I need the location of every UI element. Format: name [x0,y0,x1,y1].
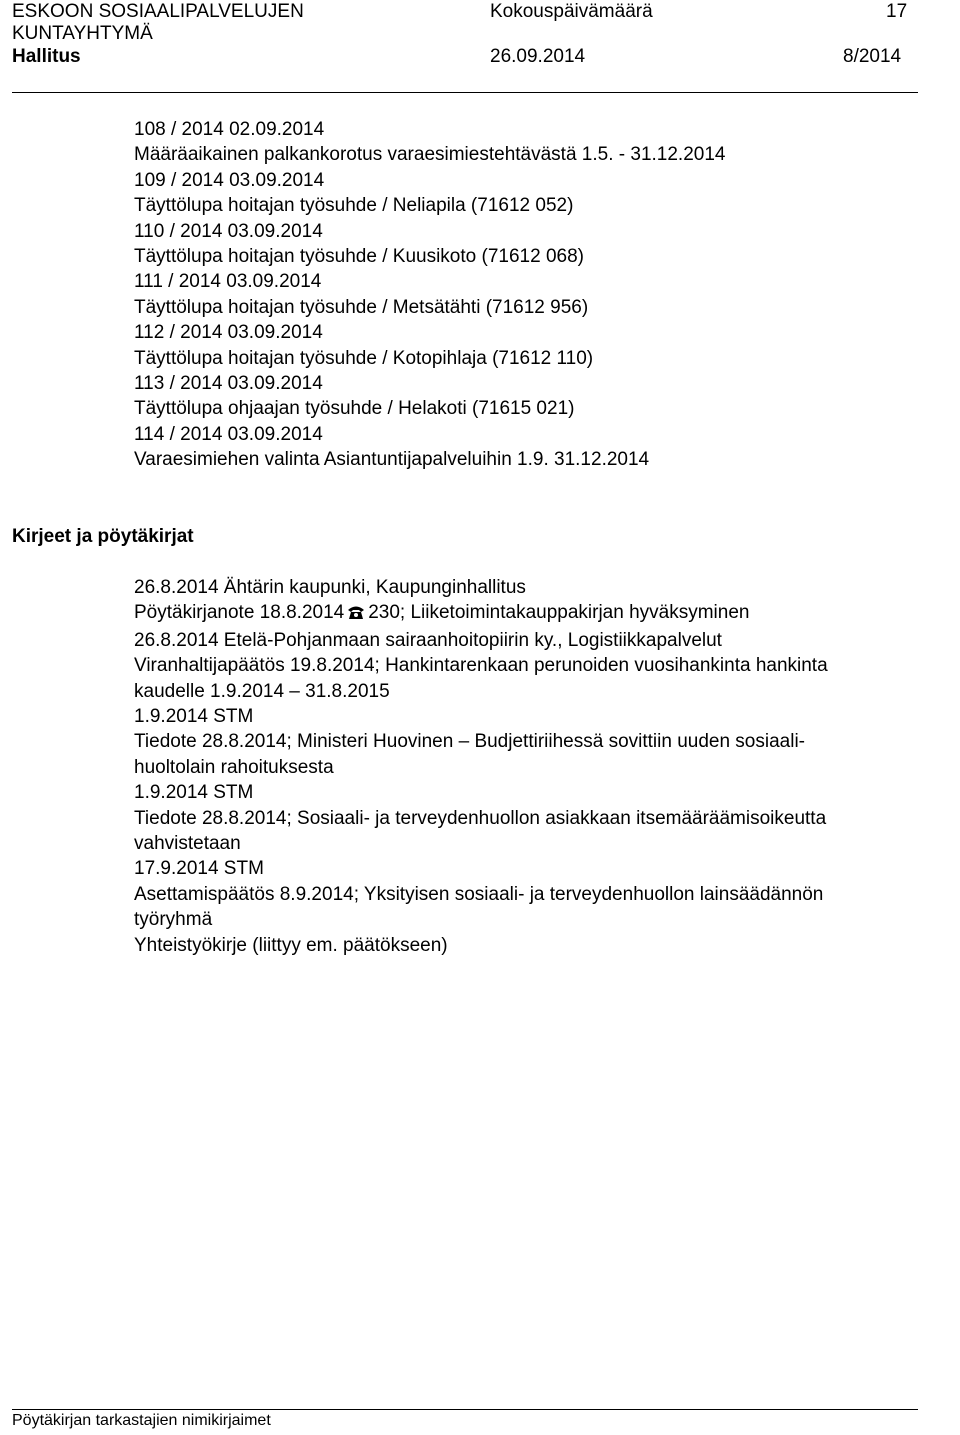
decision-item [134,269,934,320]
letter-line: 26.8.2014 Etelä-Pohjanmaan sairaanhoitopiirin ky., Logistiikkapalvelut [134,629,722,651]
decision-ref: 112 / 2014 03.09.2014 [134,322,323,344]
letter-line: Viranhaltijapäätös 19.8.2014; Hankintarenkaan perunoiden vuosihankinta hankinta [134,655,828,677]
letter-line: kaudelle 1.9.2014 – 31.8.2015 [134,680,390,702]
letter-text: Pöytäkirjanote 18.8.2014 [134,602,345,624]
letter-line: vahvistetaan [134,833,241,855]
decision-title: Täyttölupa hoitajan työsuhde / Kotopihlaja (71612 110) [134,347,594,369]
letter-line: työryhmä [134,909,213,931]
decision-title: Täyttölupa hoitajan työsuhde / Metsätähti (71612 956) [134,296,589,318]
decisions-list [134,117,934,473]
decision-title: Täyttölupa hoitajan työsuhde / Neliapila (71612 052) [134,195,574,217]
page-number: 17 [886,1,908,22]
letter-line: 26.8.2014 Ähtärin kaupunki, Kaupunginhallitus [134,577,526,598]
letter-line: 17.9.2014 STM [134,858,264,880]
signature-label: Pöytäkirjan tarkastajien nimikirjaimet [12,1412,271,1429]
decision-title: Määräaikainen palkankorotus varaesimiestehtävästä 1.5. - 31.12.2014 [134,144,726,166]
decision-ref: 110 / 2014 03.09.2014 [134,220,323,242]
decision-ref: 113 / 2014 03.09.2014 [134,373,323,395]
telephone-icon [347,602,365,627]
letter-text: 230; Liiketoimintakauppakirjan hyväksyminen [368,602,750,624]
body-name: Hallitus [12,46,81,67]
letters-list [134,575,934,958]
letter-line: Asettamispäätös 8.9.2014; Yksityisen sosiaali- ja terveydenhuollon lainsäädännön [134,883,824,905]
decision-item [134,371,934,422]
decision-item [134,422,934,473]
decision-item [134,219,934,270]
organization-name-line2: KUNTAYHTYMÄ [12,23,153,44]
decision-title: Varaesimiehen valinta Asiantuntijapalveluihin 1.9. 31.12.2014 [134,449,650,471]
decision-ref: 109 / 2014 03.09.2014 [134,169,325,191]
letter-line [134,600,934,627]
letter-line: Tiedote 28.8.2014; Sosiaali- ja terveydenhuollon asiakkaan itsemääräämisoikeutta [134,807,827,829]
letter-line: 1.9.2014 STM [134,706,254,728]
decision-title: Täyttölupa ohjaajan työsuhde / Helakoti (71615 021) [134,398,575,420]
letter-line: Yhteistyökirje (liittyy em. päätökseen) [134,934,448,956]
letter-line: 1.9.2014 STM [134,782,254,804]
decision-title: Täyttölupa hoitajan työsuhde / Kuusikoto (71612 068) [134,246,584,268]
footer-divider [12,1409,918,1410]
minutes-number: 8/2014 [843,46,902,67]
decision-item [134,117,934,168]
header-divider [12,92,918,93]
decision-item [134,168,934,219]
letter-line: huoltolain rahoituksesta [134,756,334,778]
decision-ref: 111 / 2014 03.09.2014 [134,271,322,293]
decision-ref: 114 / 2014 03.09.2014 [134,423,323,445]
decision-ref: 108 / 2014 02.09.2014 [134,119,325,140]
meeting-date: 26.09.2014 [490,46,586,67]
document-type-label: Kokouspäivämäärä [490,1,653,22]
decision-item [134,320,934,371]
letter-line: Tiedote 28.8.2014; Ministeri Huovinen – Budjettiriihessä sovittiin uuden sosiaali- [134,731,806,753]
organization-name-line1: ESKOON SOSIAALIPALVELUJEN [12,1,304,22]
letters-heading: Kirjeet ja pöytäkirjat [12,526,194,547]
